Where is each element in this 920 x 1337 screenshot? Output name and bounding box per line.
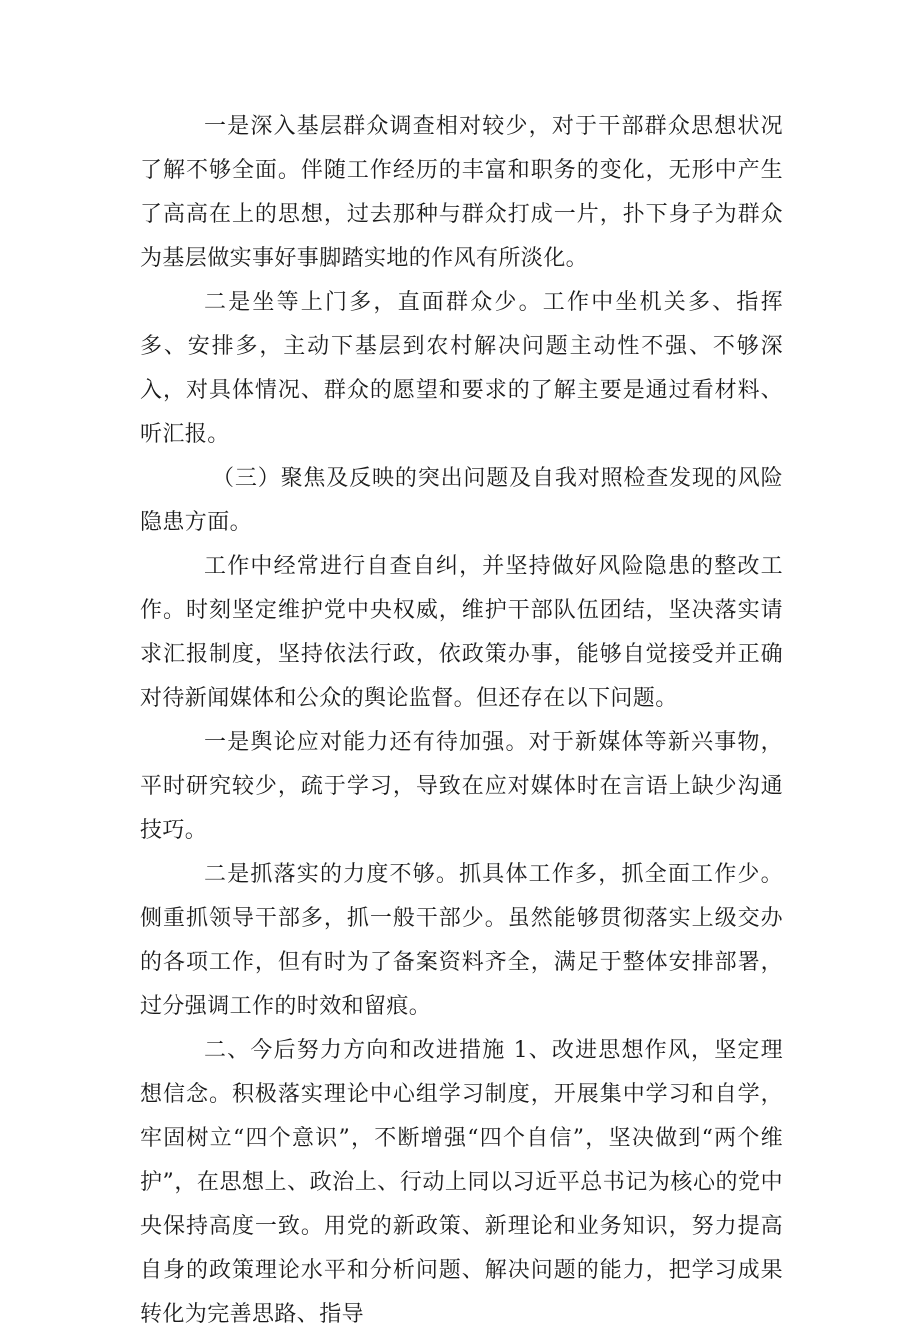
paragraph-improvement-measures: 二、今后努力方向和改进措施 1、改进思想作风，坚定理想信念。积极落实理论中心组学习制度，开展集中学习和自学，牢固树立“四个意识”，不断增强“四个自信”，坚决做到“两个维护”，在思想上、政治上、行动上同以习近平总书记为核心的党中央保持高度一致。用党的新政策、新理论和业务知识，努力提高自身的政策理论水平和分析问题、解决问题的能力，把学习成果转化为完善思路、指导 [140, 1038, 783, 1327]
paragraph-public-opinion: 一是舆论应对能力还有待加强。对于新媒体等新兴事物，平时研究较少，疏于学习，导致在应对媒体时在言语上缺少沟通技巧。 [140, 730, 783, 843]
paragraph-self-inspection: 工作中经常进行自查自纠，并坚持做好风险隐患的整改工作。时刻坚定维护党中央权威，维护干部队伍团结，坚决落实请求汇报制度，坚持依法行政，依政策办事，能够自觉接受并正确对待新闻媒体和公众的舆论监督。但还存在以下问题。 [140, 554, 783, 711]
document-body [140, 105, 783, 1337]
section-heading-risk-issues: （三）聚焦及反映的突出问题及自我对照检查发现的风险隐患方面。 [140, 466, 783, 535]
paragraph-implementation: 二是抓落实的力度不够。抓具体工作多，抓全面工作少。侧重抓领导干部多，抓一般干部少。虽然能够贯彻落实上级交办的各项工作，但有时为了备案资料齐全，满足于整体安排部署，过分强调工作的时效和留痕。 [140, 862, 783, 1019]
paragraph-grassroots-investigation: 一是深入基层群众调查相对较少，对于干部群众思想状况了解不够全面。伴随工作经历的丰富和职务的变化，无形中产生了高高在上的思想，过去那种与群众打成一片，扑下身子为群众为基层做实事好事脚踏实地的作风有所淡化。 [140, 114, 783, 271]
paragraph-waiting-at-office: 二是坐等上门多，直面群众少。工作中坐机关多、指挥多、安排多，主动下基层到农村解决问题主动性不强、不够深入，对具体情况、群众的愿望和要求的了解主要是通过看材料、听汇报。 [140, 290, 783, 447]
